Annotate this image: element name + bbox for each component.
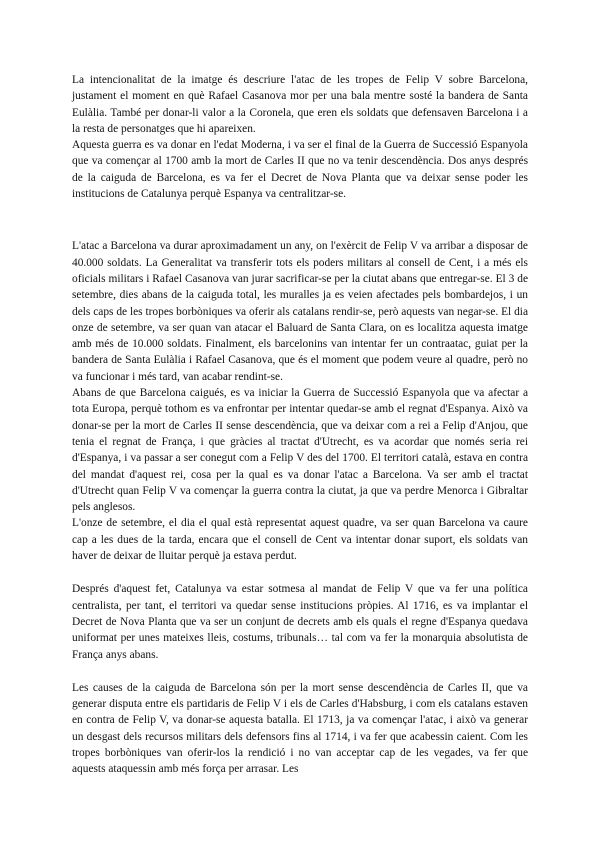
- paragraph-war-of-succession: Abans de que Barcelona caigués, es va iniciar la Guerra de Successió Espanyola que va afectar a tota Europa, perquè tothom es va enfrontar per intentar quedar-se amb el regnat d'Espanya. Això va donar-se per la mort de Carles II sense descendència, que va deixar com a rei a Felip d'Anjou, que tenia el regnat de França, i que gràcies al tractat d'Utrecht, es va acordar que només seria rei d'Espanya, i va passar a ser conegut com a Felip V des del 1700. El territori català, estava en contra del mandat d'aquest rei, cosa per la qual es va donar l'atac a Barcelona. Va ser amb el tractat d'Utrecht quan Felip V va començar la guerra contra la ciutat, ja que va perdre Menorca i Gibraltar pels anglesos.: [72, 387, 528, 514]
- paragraph-aftermath: Després d'aquest fet, Catalunya va estar sotmesa al mandat de Felip V que va fer una política centralista, per tant, el territori va quedar sense institucions pròpies. Al 1716, es va implantar el Decret de Nova Planta que va ser un conjunt de decrets amb els quals el regne d'Espanya quedava uniformat per unes mateixes lleis, costums, tribunals… tal com va fer la monarquia absolutista de França anys abans.: [72, 583, 528, 661]
- paragraph-spacer: [72, 663, 528, 680]
- paragraph-context: Aquesta guerra es va donar en l'edat Moderna, i va ser el final de la Guerra de Successió Espanyola que va començar al 1700 amb la mort de Carles II que no va tenir descendència. Dos anys després de la caiguda de Barcelona, es va fer el Decret de Nova Planta que va deixar sense poder les institucions de Catalunya perquè Espanya va centralitzar-se.: [72, 139, 528, 201]
- paragraph-siege: L'atac a Barcelona va durar aproximadament un any, on l'exèrcit de Felip V va arribar a disposar de 40.000 soldats. La Generalitat va transferir tots els poders militars al consell de Cent, i a més els oficials militars i Rafael Casanova van jurar sacrificar-se per la ciutat abans que entregar-se. El 3 de setembre, dies abans de la caiguda total, les muralles ja es veien afectades pels bombardejos, i un dels caps de les tropes borbòniques va oferir als catalans rendir-se, però aquests van negar-se. El dia onze de setembre, va ser quan van atacar el Baluard de Santa Clara, on es localitza aquesta imatge amb més de 10.000 soldats. Finalment, els barcelonins van intentar fer un contraatac, guiat per la bandera de Santa Eulàlia i Rafael Casanova, que és el moment que podem veure al quadre, però no va funcionar i més tard, van acabar rendint-se.: [72, 240, 528, 383]
- paragraph-causes: Les causes de la caiguda de Barcelona són per la mort sense descendència de Carles II, que va generar disputa entre els partidaris de Felip V i els de Carles d'Habsburg, i com els catalans estaven en contra de Felip V, va donar-se aquesta batalla. El 1713, ja va començar l'atac, i això va generar un desgast dels recursos militars dels defensors fins al 1714, i va fer que acabessin caient. Com les tropes borbòniques van oferir-los la rendició i no van acceptar cap de les vegades, va fer que aquests ataquessin amb més força per arrasar. Les: [72, 681, 528, 776]
- paragraph-spacer: [72, 202, 528, 238]
- paragraph-intention: La intencionalitat de la imatge és descriure l'atac de les tropes de Felip V sobre Barcelona, justament el moment en què Rafael Casanova mor per una bala mentre sosté la bandera de Santa Eulàlia. També per donar-li valor a la Coronela, que eren els soldats que defensaven Barcelona i a la resta de personatges que hi apareixen.: [72, 74, 528, 135]
- paragraph-eleventh-september: L'onze de setembre, el dia el qual està representat aquest quadre, va ser quan Barcelona va caure cap a les dues de la tarda, encara que el consell de Cent va intentar donar suport, els soldats van haver de deixar de lluitar perquè ja estava perdut.: [72, 517, 528, 563]
- document-page: [72, 72, 528, 778]
- paragraph-spacer: [72, 564, 528, 581]
